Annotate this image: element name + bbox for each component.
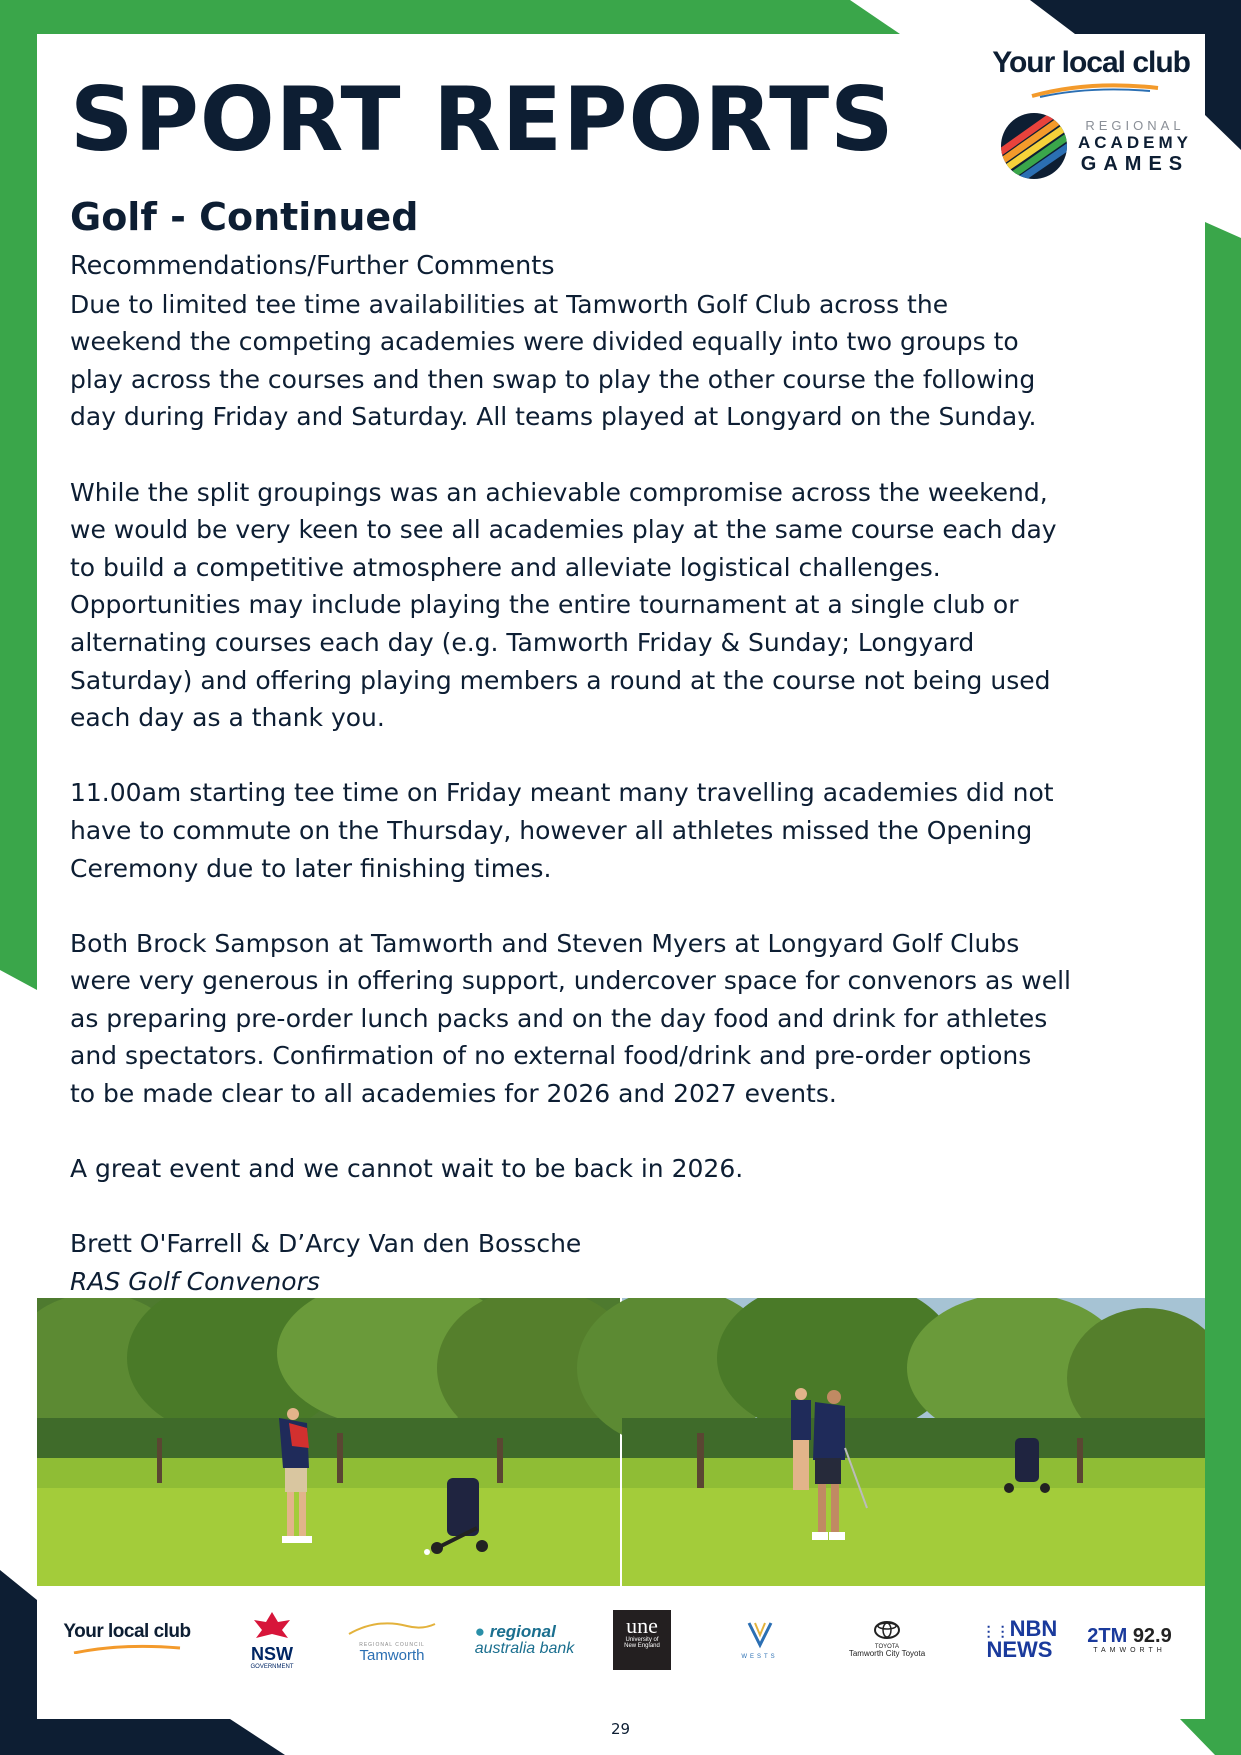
sponsor-tamworth-city-toyota: TOYOTA Tamworth City Toyota [817,1600,957,1680]
paragraph-3: 11.00am starting tee time on Friday meant many travelling academies did not have to commute on the Thursday, however all athletes missed the Opening Ceremony due to later finishing times. [70,778,1054,883]
regional-academy-games-logo [990,40,1200,180]
golf-photos [37,1298,1205,1586]
sponsor-bar [37,1600,1205,1680]
sponsor-your-local-club: Your local club [57,1600,197,1680]
photo-right [577,1298,1205,1586]
nbn-dots-icon: ⋮⋮ [981,1623,1010,1640]
golf-photos-image [37,1298,1205,1586]
page-title: SPORT REPORTS [70,68,895,171]
swoosh-icon [72,1644,182,1654]
wests-icon [745,1619,775,1649]
stripes-circle-icon [1000,112,1068,180]
waratah-icon [250,1610,294,1640]
regional-academy-games-text: REGIONAL ACADEMY GAMES [1078,118,1192,175]
paragraph-4: Both Brock Sampson at Tamworth and Steven Myers at Longyard Golf Clubs were very generous in offering support, undercover space for convenors as well as preparing pre-order lunch packs and on the day food and drink for athletes and spectators. Confirmation of no external food/drink and pre-order options to be made clear to all academies for 2026 and 2027 events. [70,928,1071,1109]
sponsor-2tm-radio: 2TM 92.9 TAMWORTH [1087,1624,1172,1654]
sponsor-une: une University of New England [612,1600,672,1680]
sponsor-wests: WESTS [702,1600,817,1680]
report-body [70,248,1210,1301]
paragraph-1: Due to limited tee time availabilities at Tamworth Golf Club across the weekend the competing academies were divided equally into two groups to play across the courses and then swap to play the other course the following day during Friday and Saturday. All teams played at Longyard on the Sunday. [70,289,1037,432]
section-heading: Recommendations/Further Comments [70,251,555,281]
sponsor-nsw-government: NSW GOVERNMENT [232,1600,312,1680]
paragraph-2: While the split groupings was an achievable compromise across the weekend, we would be very keen to see all academies play at the same course each day to build a competitive atmosphere and alleviate logistical challenges. Opportunities may include playing the entire tournament at a single club or alternating courses each day (e.g. Tamworth Friday & Sunday; Longyard Saturday) and offering playing members a round at the course not being used each day as a thank you. [70,477,1057,733]
tamworth-wave-icon [347,1616,437,1638]
swoosh-icon [1030,82,1160,98]
your-local-club-wordmark: Your local club [992,46,1190,79]
page-number: 29 [610,1720,631,1738]
sponsor-tamworth-council: REGIONAL COUNCIL Tamworth [332,1600,452,1680]
rab-icon: ● [474,1621,485,1641]
section-subtitle: Golf - Continued [70,195,419,239]
sponsor-regional-australia-bank: ● regional australia bank [474,1621,575,1657]
paragraph-5: A great event and we cannot wait to be back in 2026. [70,1154,744,1184]
sponsor-nbn-news: ⋮⋮NBN NEWS [981,1616,1058,1662]
photo-left [37,1298,637,1586]
signature-names: Brett O'Farrell & D’Arcy Van den Bossche [70,1229,582,1259]
toyota-icon [873,1621,901,1639]
signature-role: RAS Golf Convenors [70,1267,320,1297]
